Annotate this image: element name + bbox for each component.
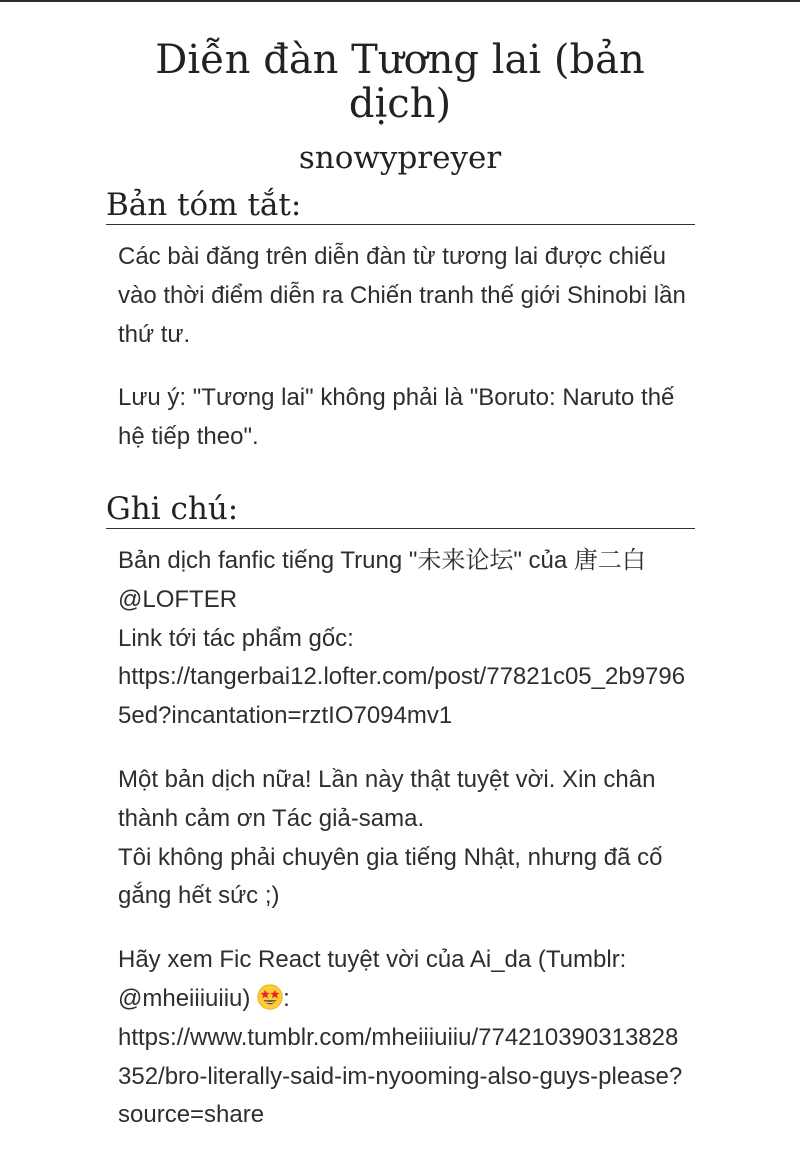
original-link-label: Link tới tác phẩm gốc: <box>118 624 354 652</box>
author-name[interactable]: snowypreyer <box>298 140 502 176</box>
translation-credit: Bản dịch fanfic tiếng Trung "未来论坛" của 唐二白 @LOFTER <box>118 547 646 613</box>
summary-heading: Bản tóm tắt: <box>106 186 695 225</box>
summary-content <box>118 238 688 482</box>
work-title: Diễn đàn Tương lai (bản dịch) <box>155 37 645 127</box>
thanks-text: Một bản dịch nữa! Lần này thật tuyệt vời. Xin chân thành cảm ơn Tác giả-sama. <box>118 765 656 832</box>
notes-content <box>118 542 688 1160</box>
tumblr-react-link[interactable]: https://www.tumblr.com/mheiiiuiiu/774210390313828352/bro-literally-said-im-nyooming-also-guys-please?source=share <box>118 1023 683 1129</box>
notes-heading: Ghi chú: <box>106 490 695 529</box>
react-colon: : <box>283 984 290 1012</box>
notes-paragraph-react <box>118 941 688 1135</box>
star-struck-emoji-icon <box>257 984 283 1010</box>
notes-paragraph-translation <box>118 542 688 736</box>
react-text: Hãy xem Fic React tuyệt vời của Ai_da (Tumblr: @mheiiiuiiu) <box>118 946 627 1012</box>
summary-paragraph: Các bài đăng trên diễn đàn từ tương lai được chiếu vào thời điểm diễn ra Chiến tranh thế giới Shinobi lần thứ tư. <box>118 243 686 348</box>
notes-paragraph-thanks <box>118 761 688 916</box>
summary-paragraph: Lưu ý: "Tương lai" không phải là "Boruto: Naruto thế hệ tiếp theo". <box>118 384 675 451</box>
top-divider <box>0 0 800 2</box>
original-work-link[interactable]: https://tangerbai12.lofter.com/post/77821c05_2b97965ed?incantation=rztIO7094mv1 <box>118 663 686 730</box>
disclaimer-text: Tôi không phải chuyên gia tiếng Nhật, nhưng đã cố gắng hết sức ;) <box>118 843 663 910</box>
